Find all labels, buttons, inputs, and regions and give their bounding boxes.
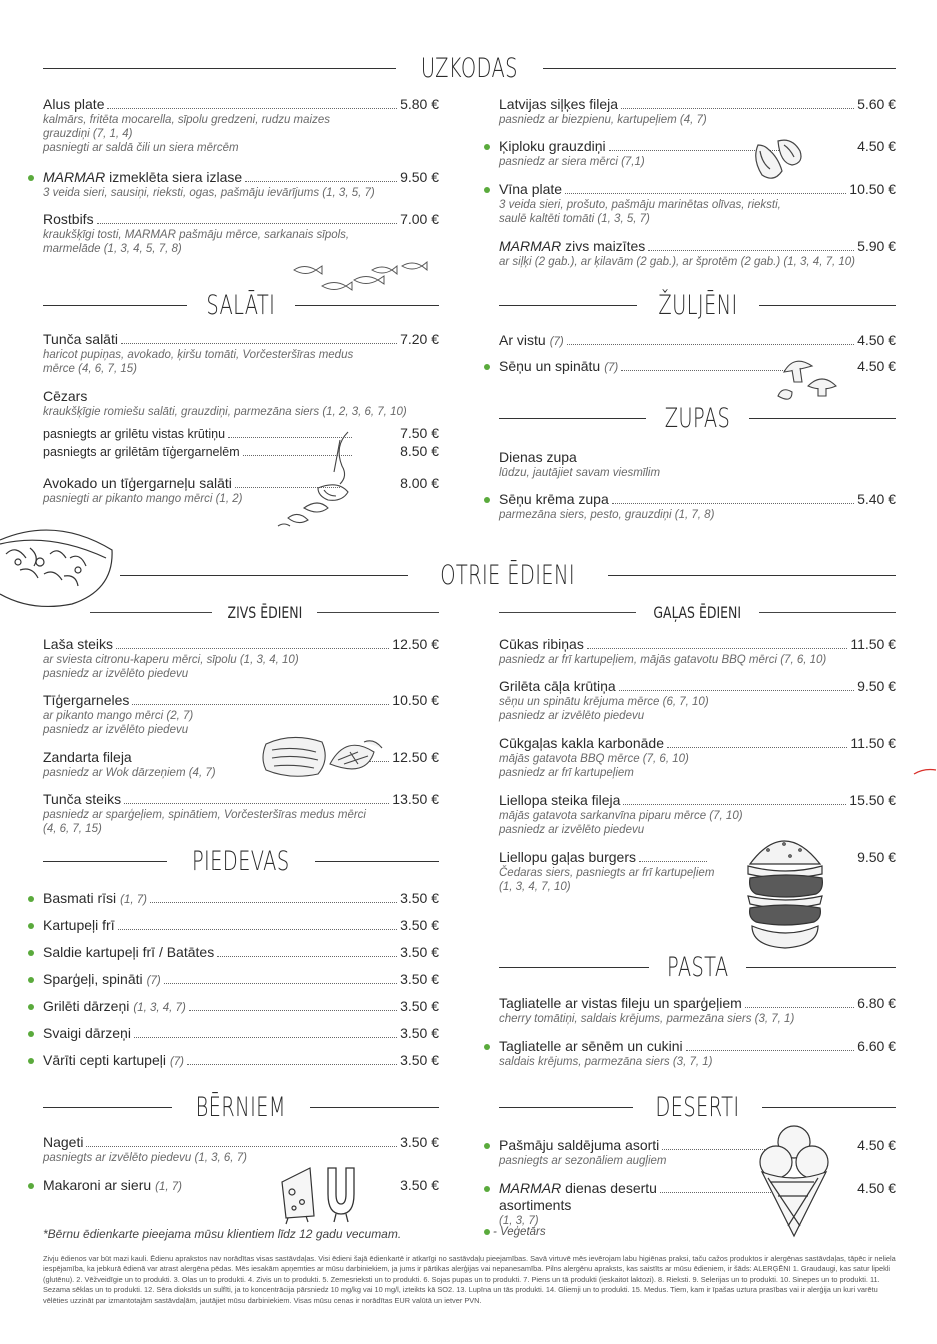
vegetarian-dot-icon — [484, 1229, 490, 1235]
vegetarian-dot-icon — [28, 923, 34, 929]
menu-item: Grilēti dārzeņi (1, 3, 4, 7) 3.50 € — [43, 998, 439, 1017]
vegetarian-dot-icon — [484, 144, 490, 150]
mushroom-sketch-icon — [774, 352, 840, 410]
menu-item: Liellopa steika fileja 15.50 € mājās gatavota sarkanvīna piparu mērce (7, 10) pasniedz ar izvēlēto piedevu — [499, 792, 896, 836]
red-mark-icon — [914, 768, 937, 776]
vegetarian-dot-icon — [484, 187, 490, 193]
ice-cream-sketch-icon — [748, 1120, 838, 1240]
vegetarian-dot-icon — [28, 175, 34, 181]
fish-sketch-icon — [290, 260, 440, 296]
vegetarian-legend: - Veģetārs — [484, 1226, 546, 1238]
menu-item: Kartupeļi frī 3.50 € — [43, 917, 439, 934]
shrimp-sketch-icon — [268, 428, 368, 533]
menu-item: Tagliatelle ar vistas fileju un sparģeļiem 6.80 € cherry tomātiņi, saldais krējums, parmezāna siers (3, 7, 1) — [499, 995, 896, 1025]
menu-item: Sparģeļi, spināti (7) 3.50 € — [43, 971, 439, 990]
menu-item: MARMAR izmeklēta siera izlase 9.50 € 3 veida sieri, sausiņi, rieksti, ogas, pašmāju ievārījums (1, 3, 5, 7) — [43, 169, 439, 200]
section-pasta-heading: PASTA — [499, 947, 896, 987]
menu-item: Vīna plate 10.50 € 3 veida sieri, prošuto, pašmāju marinētas olīvas, rieksti, saulē kaltēti tomāti (1, 3, 5, 7) — [499, 181, 896, 226]
menu-item: Ķiploku grauzdiņi 4.50 € pasniedz ar siera mērci (7,1) — [499, 138, 896, 169]
section-salati-heading: SALĀTI — [43, 285, 439, 325]
vegetarian-dot-icon — [28, 977, 34, 983]
menu-item: Latvijas siļķes fileja 5.60 € pasniedz ar biezpienu, kartupeļiem (4, 7) — [499, 96, 896, 126]
vegetarian-dot-icon — [484, 1044, 490, 1050]
menu-item: Cēzars kraukšķīgie romiešu salāti, grauzdiņi, parmezāna siers (1, 2, 3, 6, 7, 10) — [43, 388, 407, 418]
menu-item: Svaigi dārzeņi 3.50 € — [43, 1025, 439, 1042]
menu-item: pasniegts ar grilētām tīģergarnelēm 8.50 € — [43, 443, 439, 459]
subsection-galas-heading: GAĻAS ĒDIENI — [499, 600, 896, 624]
vegetarian-dot-icon — [28, 1004, 34, 1010]
menu-item: Liellopu gaļas burgers 9.50 € Čedaras siers, pasniegts ar frī kartupeļiem (1, 3, 4, 7, 10) — [499, 849, 896, 893]
salad-bowl-sketch-icon — [0, 518, 115, 610]
menu-item: Rostbifs 7.00 € kraukšķīgi tosti, MARMAR pašmāju mērce, sarkanais sīpols, marmelāde (1, 3, 4, 5, 7, 8) — [43, 211, 439, 255]
menu-item: Tunča steiks 13.50 € pasniedz ar sparģeļiem, spinātiem, Vorčesteršīras medus mērci (4, 6, 7, 15) — [43, 791, 439, 835]
menu-item: Sēņu krēma zupa 5.40 € parmezāna siers, pesto, grauzdiņi (1, 7, 8) — [499, 491, 896, 522]
magnet-sketch-icon — [322, 1162, 360, 1224]
menu-item: Laša steiks 12.50 € ar sviesta citronu-kaperu mērci, sīpolu (1, 3, 4, 10) pasniedz ar izvēlēto piedevu — [43, 636, 439, 680]
menu-item: MARMAR dienas desertu 4.50 € asortiments (1, 3, 7) — [499, 1180, 896, 1228]
vegetarian-dot-icon — [484, 1186, 490, 1192]
vegetarian-dot-icon — [484, 364, 490, 370]
menu-item: Pašmāju saldējuma asorti 4.50 € pasniegts ar sezonāliem augļiem — [499, 1137, 896, 1168]
subsection-zivs-heading: ZIVS ĒDIENI — [90, 600, 439, 624]
section-piedevas-heading: PIEDEVAS — [43, 841, 439, 881]
vegetarian-dot-icon — [28, 1183, 34, 1189]
vegetarian-dot-icon — [484, 497, 490, 503]
menu-item: Grilēta cāļa krūtiņa 9.50 € sēņu un spinātu krējuma mērce (6, 7, 10) pasniedz ar izvēlēto piedevu — [499, 678, 896, 722]
section-berniem-heading: BĒRNIEM — [43, 1087, 439, 1127]
vegetarian-dot-icon — [28, 1058, 34, 1064]
menu-item: Makaroni ar sieru (1, 7) 3.50 € — [43, 1177, 439, 1196]
vegetarian-dot-icon — [28, 896, 34, 902]
section-zuljeni-heading: ŽULJĒNI — [499, 285, 896, 325]
menu-item: MARMAR zivs maizītes 5.90 € ar siļķi (2 gab.), ar ķilavām (2 gab.), ar šprotēm (2 gab.) (1, 3, 4, 7, 10) — [499, 238, 896, 268]
menu-item: Saldie kartupeļi frī / Batātes 3.50 € — [43, 944, 439, 961]
vegetarian-dot-icon — [484, 1143, 490, 1149]
section-deserti-heading: DESERTI — [499, 1087, 896, 1127]
garlic-sketch-icon — [748, 133, 808, 183]
menu-item: Dienas zupa lūdzu, jautājiet savam viesmīlim — [499, 449, 661, 479]
menu-item: Vārīti cepti kartupeļi (7) 3.50 € — [43, 1052, 439, 1071]
burger-sketch-icon — [744, 826, 826, 954]
menu-item: Tīģergarneles 10.50 € ar pikanto mango mērci (2, 7) pasniedz ar izvēlēto piedevu — [43, 692, 439, 736]
menu-item: pasniegts ar grilētu vistas krūtiņu 7.50 € — [43, 425, 439, 441]
menu-item: Zandarta fileja 12.50 € pasniedz ar Wok dārzeņiem (4, 7) — [43, 749, 439, 779]
salmon-sketch-icon — [260, 730, 390, 786]
menu-item: Cūkas ribiņas 11.50 € pasniedz ar frī kartupeļiem, mājās gatavotu BBQ mērci (7, 6, 10) — [499, 636, 896, 666]
kids-menu-note: *Bērnu ēdienkarte pieejama mūsu klientiem līdz 12 gadu vecumam. — [43, 1227, 402, 1241]
vegetarian-dot-icon — [28, 950, 34, 956]
section-zupas-heading: ZUPAS — [499, 398, 896, 438]
vegetarian-dot-icon — [28, 1031, 34, 1037]
menu-item: Ar vistu (7) 4.50 € — [499, 332, 896, 348]
menu-item: Basmati rīsi (1, 7) 3.50 € — [43, 890, 439, 909]
menu-item: Alus plate 5.80 € kalmārs, fritēta mocarella, sīpolu gredzeni, rudzu maizes grauzdiņi (7, 1, 4) pasniegti ar saldā čili un siera mērcēm — [43, 96, 439, 154]
menu-item: Avokado un tīģergarneļu salāti 8.00 € pasniegti ar pikanto mango mērci (1, 2) — [43, 475, 439, 505]
allergen-footer: Zivju ēdienos var būt mazi kauli. Ēdienu aprakstos nav norādītas visas sastāvdaļas. Visi ēdieni šajā ēdienkartē ir atkarīgi no sastāvdaļu pieejamības. Savā virtuvē mēs ievērojam labu higiēnas praksi, taču cažos produktos ir alergēnas sastāvdaļas, tāpēc ir neliela iespējamība, ka jebkurā ēdienā var atrast alergēna pēdas. Mēs iesakām apņemties ar mūsu darbiniekiem, ja jums ir pārtikas alerģijas vai nepanesamība. Pilns alergēnu apraksts, kas saistīts ar mūsu ēdieniem, ir šāds: ALERĢĒNI 1. Graudaugi, kas satur lipekli (glutēnu). 2. Vēžveidīgie un to produkti. 3. Olas un to produkti. 4. Zivis un to produkti. 5. Zemesrieksti un to produkti. 6. Sojas pupas un to produkti. 7. Piens un tā produkti (ieskaitot laktozi). 8. Rieksti. 9. Selerijas un to produkti. 10. Sinepes un to produkti. 11. Sezama sēklas un to produkti. 12. Sēra dioksīds un sulfīti, ja to koncentrācija pārsniedz 10 mg/kg vai 10 mg/l, izteikts kā SO2. 13. Lupīna un tās produkti. 14. Gliemji un to produkti. 15. Medus. Tiem, kam ir īpašas uztura prasības vai ir alerģija un kuri varētu vēlēties uzzināt par izmantotajām sastāvdaļām, jautājiet mūsu darbiniekiem. Visas mūsu cenas ir norādītas EUR valūtā un ietver PVN. — [43, 1254, 896, 1305]
menu-item: Tunča salāti 7.20 € haricot pupiņas, avokado, ķiršu tomāti, Vorčesteršīras medus mērce (4, 6, 7, 15) — [43, 331, 439, 375]
menu-item: Cūkgaļas kakla karbonāde 11.50 € mājās gatavota BBQ mērce (7, 6, 10) pasniedz ar frī kartupeļiem — [499, 735, 896, 779]
cheese-sketch-icon — [276, 1162, 320, 1224]
menu-item: Sēņu un spinātu (7) 4.50 € — [499, 358, 896, 377]
menu-item: Tagliatelle ar sēnēm un cukini 6.60 € saldais krējums, parmezāna siers (3, 7, 1) — [499, 1038, 896, 1069]
section-otrie-heading: OTRIE ĒDIENI — [120, 555, 896, 595]
section-uzkodas-heading: UZKODAS — [43, 48, 896, 88]
menu-item: Nageti 3.50 € pasniegts ar izvēlēto piedevu (1, 3, 6, 7) — [43, 1134, 439, 1164]
